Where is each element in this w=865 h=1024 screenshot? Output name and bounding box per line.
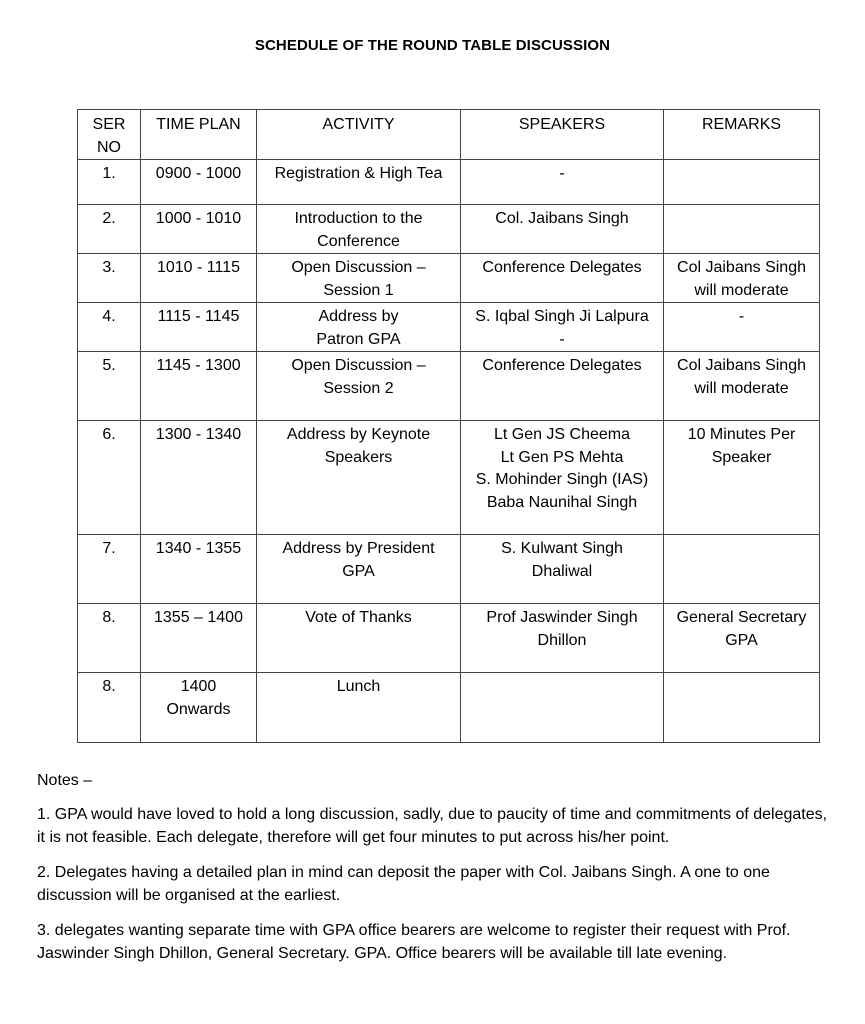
speakers-line: - bbox=[559, 330, 565, 348]
table-row bbox=[78, 535, 820, 604]
activity-line: Open Discussion – bbox=[291, 357, 426, 374]
ser-no-text: 8. bbox=[102, 609, 116, 626]
ser-no-text: 7. bbox=[102, 540, 116, 557]
time-plan-line: 1355 – 1400 bbox=[154, 609, 243, 626]
schedule-table bbox=[77, 109, 820, 743]
activity-cell bbox=[257, 303, 461, 352]
note-item: 3. delegates wanting separate time with GPA office bearers are welcome to register their request with Prof. Jaswinder Singh Dhillon, General Secretary. GPA. Office bearers will be available till late evening. bbox=[37, 921, 791, 962]
speakers-line: Lt Gen PS Mehta bbox=[500, 448, 624, 466]
ser-no-cell bbox=[78, 205, 141, 254]
remarks-cell bbox=[664, 673, 820, 743]
speakers-line: Conference Delegates bbox=[482, 357, 642, 374]
table-row bbox=[78, 673, 820, 743]
time-plan-line: 1000 - 1010 bbox=[155, 210, 242, 227]
activity-line: GPA bbox=[342, 562, 375, 580]
remarks-cell bbox=[664, 421, 820, 535]
activity-line: Registration & High Tea bbox=[274, 165, 443, 182]
activity-line: Session 2 bbox=[323, 379, 394, 397]
activity-line: Vote of Thanks bbox=[305, 609, 412, 626]
speakers-cell bbox=[461, 205, 664, 254]
ser-no-cell bbox=[78, 352, 141, 421]
remarks-cell bbox=[664, 160, 820, 205]
ser-no-cell bbox=[78, 535, 141, 604]
activity-line: Address by Keynote bbox=[286, 426, 431, 443]
speakers-line: S. Kulwant Singh bbox=[501, 540, 623, 557]
speakers-cell bbox=[461, 535, 664, 604]
table-row bbox=[78, 303, 820, 352]
speakers-cell bbox=[461, 604, 664, 673]
speakers-line: - bbox=[559, 165, 565, 182]
time-plan-line: 1145 - 1300 bbox=[156, 357, 241, 374]
remarks-line: Col Jaibans Singh bbox=[677, 259, 806, 276]
header-remarks: REMARKS bbox=[664, 110, 820, 160]
activity-line: Lunch bbox=[336, 678, 381, 695]
header-time-plan: TIME PLAN bbox=[141, 110, 257, 160]
ser-no-text: 2. bbox=[102, 210, 116, 227]
remarks-cell bbox=[664, 205, 820, 254]
time-plan-line: 1115 - 1145 bbox=[157, 308, 240, 325]
activity-line: Address by bbox=[318, 308, 399, 325]
remarks-line: GPA bbox=[725, 631, 758, 649]
table-row bbox=[78, 421, 820, 535]
activity-line: Open Discussion – bbox=[291, 259, 426, 276]
time-plan-line: 1010 - 1115 bbox=[156, 259, 241, 276]
table-row bbox=[78, 205, 820, 254]
remarks-cell bbox=[664, 352, 820, 421]
time-plan-cell bbox=[141, 421, 257, 535]
header-ser-no: SER NO bbox=[78, 110, 141, 160]
speakers-line: Baba Naunihal Singh bbox=[486, 493, 638, 511]
speakers-line: Col. Jaibans Singh bbox=[495, 210, 629, 227]
ser-no-cell bbox=[78, 604, 141, 673]
ser-no-text: 5. bbox=[102, 357, 116, 374]
time-plan-line: Onwards bbox=[166, 700, 231, 718]
remarks-line: 10 Minutes Per bbox=[687, 426, 796, 443]
ser-no-cell bbox=[78, 254, 141, 303]
speakers-cell bbox=[461, 352, 664, 421]
activity-cell bbox=[257, 352, 461, 421]
time-plan-cell bbox=[141, 160, 257, 205]
note-item: 1. GPA would have loved to hold a long discussion, sadly, due to paucity of time and commitments of delegates, it is not feasible. Each delegate, therefore will get four minutes to put across his/her point. bbox=[37, 805, 828, 846]
activity-line: Introduction to the bbox=[294, 210, 423, 227]
activity-line: Speakers bbox=[324, 448, 393, 466]
table-row bbox=[78, 254, 820, 303]
activity-cell bbox=[257, 254, 461, 303]
speakers-cell bbox=[461, 303, 664, 352]
notes-heading: Notes – bbox=[37, 772, 93, 789]
time-plan-line: 1300 - 1340 bbox=[155, 426, 242, 443]
activity-cell bbox=[257, 160, 461, 205]
time-plan-cell bbox=[141, 604, 257, 673]
time-plan-cell bbox=[141, 535, 257, 604]
remarks-cell bbox=[664, 535, 820, 604]
ser-no-cell bbox=[78, 673, 141, 743]
activity-cell bbox=[257, 205, 461, 254]
remarks-cell bbox=[664, 303, 820, 352]
speakers-line: S. Iqbal Singh Ji Lalpura bbox=[475, 308, 649, 325]
ser-no-cell bbox=[78, 160, 141, 205]
time-plan-line: 1340 - 1355 bbox=[155, 540, 242, 557]
ser-no-cell bbox=[78, 303, 141, 352]
header-speakers: SPEAKERS bbox=[461, 110, 664, 160]
ser-no-cell bbox=[78, 421, 141, 535]
remarks-line: Col Jaibans Singh bbox=[677, 357, 806, 374]
remarks-cell bbox=[664, 254, 820, 303]
note-item: 2. Delegates having a detailed plan in mind can deposit the paper with Col. Jaibans Singh. A one to one discussion will be organised at the earliest. bbox=[37, 863, 770, 904]
remarks-line: Speaker bbox=[711, 448, 772, 466]
ser-no-text: 8. bbox=[102, 678, 116, 695]
activity-line: Address by President bbox=[282, 540, 435, 557]
speakers-cell bbox=[461, 254, 664, 303]
table-row bbox=[78, 160, 820, 205]
activity-cell bbox=[257, 604, 461, 673]
speakers-line: Prof Jaswinder Singh bbox=[486, 609, 638, 626]
time-plan-line: 1400 bbox=[180, 678, 217, 695]
remarks-line: will moderate bbox=[694, 281, 789, 299]
ser-no-text: 1. bbox=[102, 165, 116, 182]
speakers-line: Dhillon bbox=[537, 631, 587, 649]
activity-cell bbox=[257, 673, 461, 743]
time-plan-cell bbox=[141, 205, 257, 254]
activity-line: Conference bbox=[317, 232, 400, 250]
speakers-cell bbox=[461, 160, 664, 205]
remarks-line: General Secretary bbox=[676, 609, 807, 626]
activity-cell bbox=[257, 535, 461, 604]
ser-no-text: 3. bbox=[102, 259, 116, 276]
speakers-line: Conference Delegates bbox=[482, 259, 642, 276]
time-plan-line: 0900 - 1000 bbox=[155, 165, 242, 182]
ser-no-text: 6. bbox=[102, 426, 116, 443]
speakers-line: Dhaliwal bbox=[531, 562, 593, 580]
remarks-line: will moderate bbox=[694, 379, 789, 397]
ser-no-text: 4. bbox=[102, 308, 116, 325]
remarks-cell bbox=[664, 604, 820, 673]
remarks-line: - bbox=[738, 308, 745, 325]
document-title: SCHEDULE OF THE ROUND TABLE DISCUSSION bbox=[254, 37, 611, 54]
time-plan-cell bbox=[141, 254, 257, 303]
notes-section bbox=[37, 769, 837, 977]
speakers-cell bbox=[461, 421, 664, 535]
table-row bbox=[78, 604, 820, 673]
time-plan-cell bbox=[141, 303, 257, 352]
activity-line: Patron GPA bbox=[316, 330, 401, 348]
activity-line: Session 1 bbox=[323, 281, 394, 299]
time-plan-cell bbox=[141, 352, 257, 421]
speakers-line: Lt Gen JS Cheema bbox=[493, 426, 631, 443]
table-row bbox=[78, 352, 820, 421]
activity-cell bbox=[257, 421, 461, 535]
time-plan-cell bbox=[141, 673, 257, 743]
header-activity: ACTIVITY bbox=[257, 110, 461, 160]
table-header-row bbox=[78, 110, 820, 160]
speakers-line: S. Mohinder Singh (IAS) bbox=[475, 471, 649, 488]
speakers-cell bbox=[461, 673, 664, 743]
